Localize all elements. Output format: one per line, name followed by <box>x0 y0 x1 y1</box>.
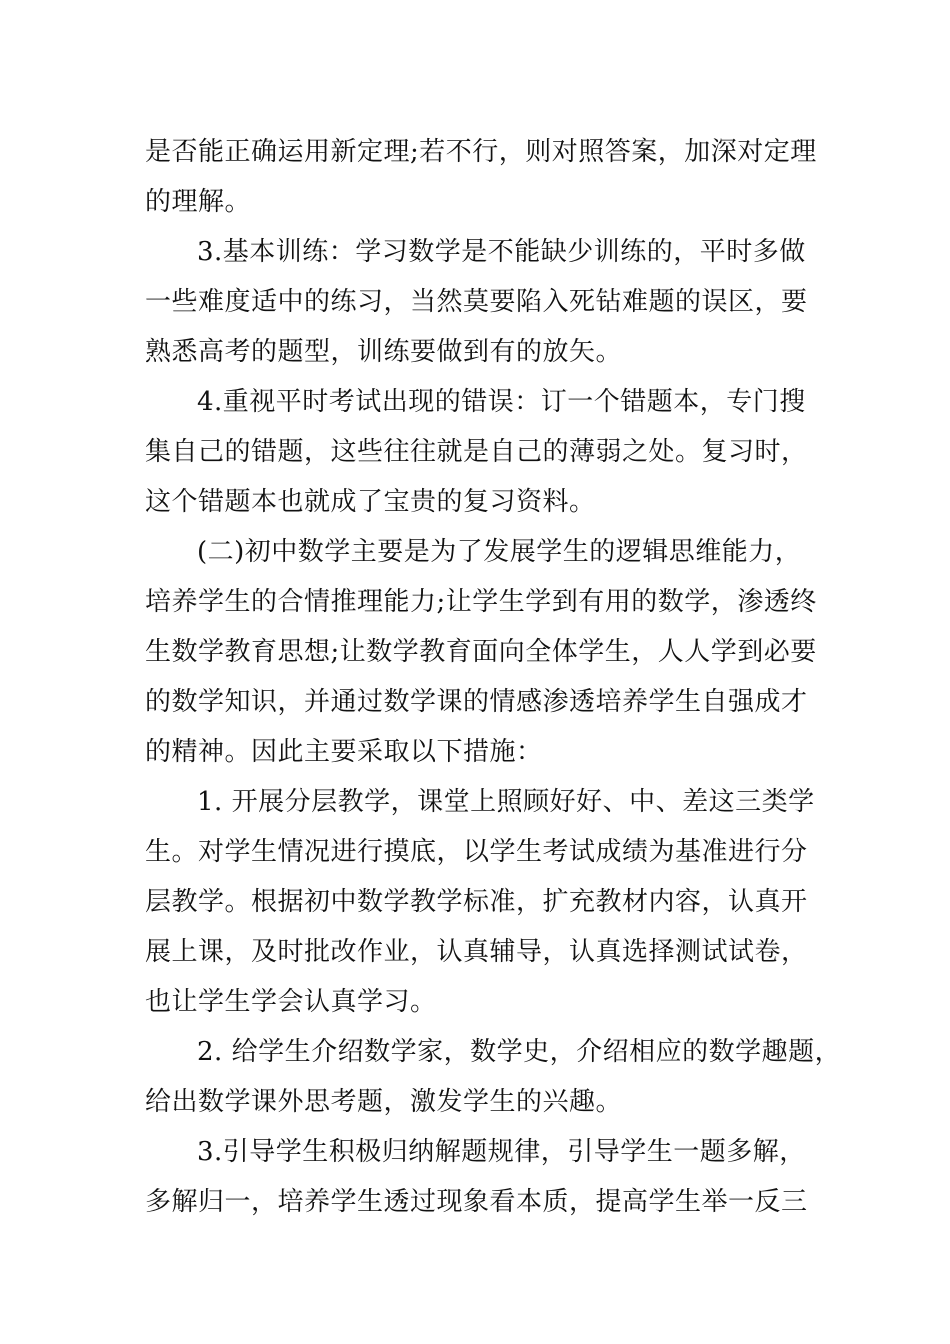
text-line: 生数学教育思想;让数学教育面向全体学生，人人学到必要 <box>145 637 817 667</box>
text-line: 的数学知识，并通过数学课的情感渗透培养学生自强成才 <box>145 687 808 717</box>
text-line: 3.引导学生积极归纳解题规律，引导学生一题多解， <box>197 1137 806 1167</box>
text-line: 熟悉高考的题型，训练要做到有的放矢。 <box>145 337 623 367</box>
text-line: 层教学。根据初中数学教学标准，扩充教材内容，认真开 <box>145 887 808 917</box>
text-line: 的理解。 <box>145 187 252 217</box>
text-line: 的精神。因此主要采取以下措施： <box>145 737 543 767</box>
text-line: 1. 开展分层教学，课堂上照顾好好、中、差这三类学 <box>197 787 815 817</box>
text-line: 是否能正确运用新定理;若不行，则对照答案，加深对定理 <box>145 137 817 167</box>
text-line: 2. 给学生介绍数学家，数学史，介绍相应的数学趣题， <box>197 1037 842 1067</box>
text-line: 也让学生学会认真学习。 <box>145 987 437 1017</box>
text-line: 4.重视平时考试出现的错误：订一个错题本，专门搜 <box>197 387 806 417</box>
text-line: 生。对学生情况进行摸底，以学生考试成绩为基准进行分 <box>145 837 808 867</box>
text-line: (二)初中数学主要是为了发展学生的逻辑思维能力， <box>197 537 802 567</box>
text-line: 3.基本训练：学习数学是不能缺少训练的，平时多做 <box>197 237 806 267</box>
text-line: 一些难度适中的练习，当然莫要陷入死钻难题的误区，要 <box>145 287 808 317</box>
text-line: 给出数学课外思考题，激发学生的兴趣。 <box>145 1087 623 1117</box>
text-line: 多解归一，培养学生透过现象看本质，提高学生举一反三 <box>145 1187 808 1217</box>
text-line: 这个错题本也就成了宝贵的复习资料。 <box>145 487 596 517</box>
text-line: 集自己的错题，这些往往就是自己的薄弱之处。复习时， <box>145 437 808 467</box>
text-line: 培养学生的合情推理能力;让学生学到有用的数学，渗透终 <box>145 587 817 617</box>
text-line: 展上课，及时批改作业，认真辅导，认真选择测试试卷， <box>145 937 808 967</box>
